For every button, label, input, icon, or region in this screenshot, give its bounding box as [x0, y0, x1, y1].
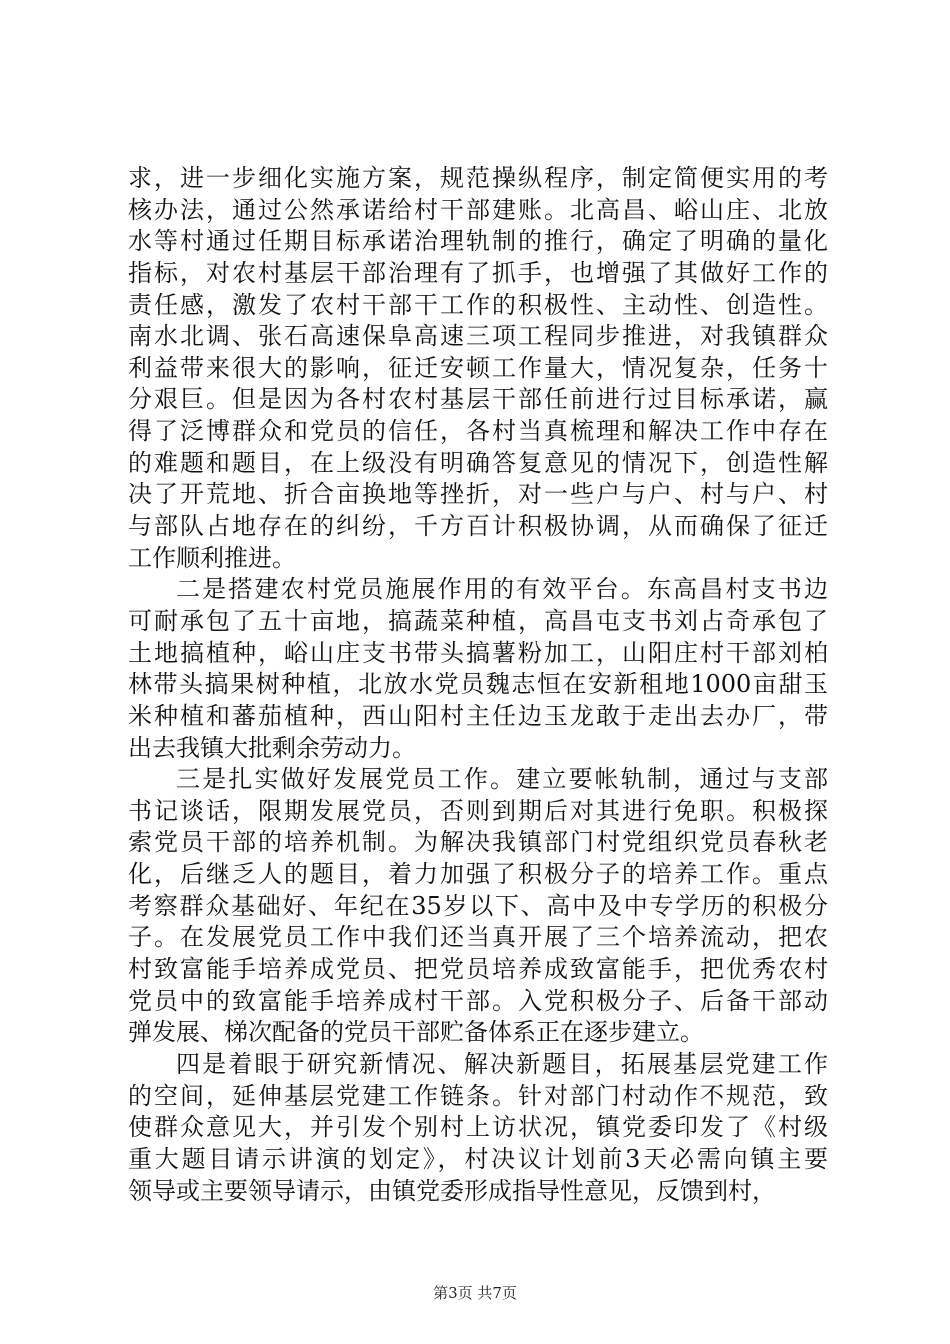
page-footer — [0, 1282, 950, 1303]
text-line: 化，后继乏人的题目，着力加强了积极分子的培养工作。重点 — [128, 860, 828, 889]
text-line: 利益带来很大的影响，征迁安顿工作量大，情况复杂，任务十 — [128, 353, 828, 382]
text-line: 得了泛博群众和党员的信任，各村当真梳理和解决工作中存在 — [128, 417, 828, 446]
text-line: 土地搞植种，峪山庄支书带头搞薯粉加工，山阳庄村干部刘柏 — [128, 638, 828, 667]
text-line: 二是搭建农村党员施展作用的有效平台。东高昌村支书边 — [176, 575, 828, 604]
text-line: 工作顺利推进。 — [128, 543, 296, 572]
text-line: 书记谈话，限期发展党员，否则到期后对其进行免职。积极探 — [128, 796, 828, 825]
text-line: 林带头搞果树种植，北放水党员魏志恒在安新租地1000亩甜玉 — [128, 670, 828, 699]
paragraph — [128, 574, 828, 764]
paragraph — [128, 1049, 828, 1207]
text-line: 村致富能手培养成党员、把党员培养成致富能手，把优秀农村 — [128, 955, 828, 984]
text-line: 的空间，延伸基层党建工作链条。针对部门村动作不规范，致 — [128, 1081, 828, 1110]
text-line: 求，进一步细化实施方案，规范操纵程序，制定简便实用的考 — [128, 164, 828, 192]
text-line: 三是扎实做好发展党员工作。建立要帐轨制，通过与支部 — [176, 765, 828, 794]
text-line: 出去我镇大批剩余劳动力。 — [128, 733, 416, 762]
text-line: 使群众意见大，并引发个别村上访状况，镇党委印发了《村级 — [128, 1113, 828, 1142]
text-line: 分艰巨。但是因为各村农村基层干部任前进行过目标承诺，赢 — [128, 385, 828, 414]
paragraph — [128, 764, 828, 1049]
document-body — [128, 163, 828, 1207]
text-line: 决了开荒地、折合亩换地等挫折，对一些户与户、村与户、村 — [128, 480, 828, 509]
text-line: 南水北调、张石高速保阜高速三项工程同步推进，对我镇群众 — [128, 322, 828, 351]
text-line: 索党员干部的培养机制。为解决我镇部门村党组织党员春秋老 — [128, 828, 828, 857]
page-number: 第3页 共7页 — [433, 1284, 517, 1302]
paragraph — [128, 163, 828, 574]
text-line: 党员中的致富能手培养成村干部。入党积极分子、后备干部动 — [128, 986, 828, 1015]
text-line: 子。在发展党员工作中我们还当真开展了三个培养流动，把农 — [128, 923, 828, 952]
text-line: 指标，对农村基层干部治理有了抓手，也增强了其做好工作的 — [128, 258, 828, 287]
text-line: 与部队占地存在的纠纷，千方百计积极协调，从而确保了征迁 — [128, 512, 828, 541]
text-line: 核办法，通过公然承诺给村干部建账。北高昌、峪山庄、北放 — [128, 195, 828, 224]
text-line: 水等村通过任期目标承诺治理轨制的推行，确定了明确的量化 — [128, 227, 828, 256]
text-line: 的难题和题目，在上级没有明确答复意见的情况下，创造性解 — [128, 448, 828, 477]
text-line: 弹发展、梯次配备的党员干部贮备体系正在逐步建立。 — [128, 1018, 704, 1047]
text-line: 可耐承包了五十亩地，搞蔬菜种植，高昌屯支书刘占奇承包了 — [128, 606, 828, 635]
text-line: 米种植和蕃茄植种，西山阳村主任边玉龙敢于走出去办厂，带 — [128, 701, 828, 730]
text-line: 重大题目请示讲演的划定》，村决议计划前3天必需向镇主要 — [128, 1144, 828, 1173]
text-line: 四是着眼于研究新情况、解决新题目，拓展基层党建工作 — [176, 1049, 828, 1078]
text-line: 责任感，激发了农村干部干工作的积极性、主动性、创造性。 — [128, 290, 828, 319]
text-line: 领导或主要领导请示，由镇党委形成指导性意见，反馈到村， — [128, 1176, 776, 1205]
text-line: 考察群众基础好、年纪在35岁以下、高中及中专学历的积极分 — [128, 891, 828, 920]
